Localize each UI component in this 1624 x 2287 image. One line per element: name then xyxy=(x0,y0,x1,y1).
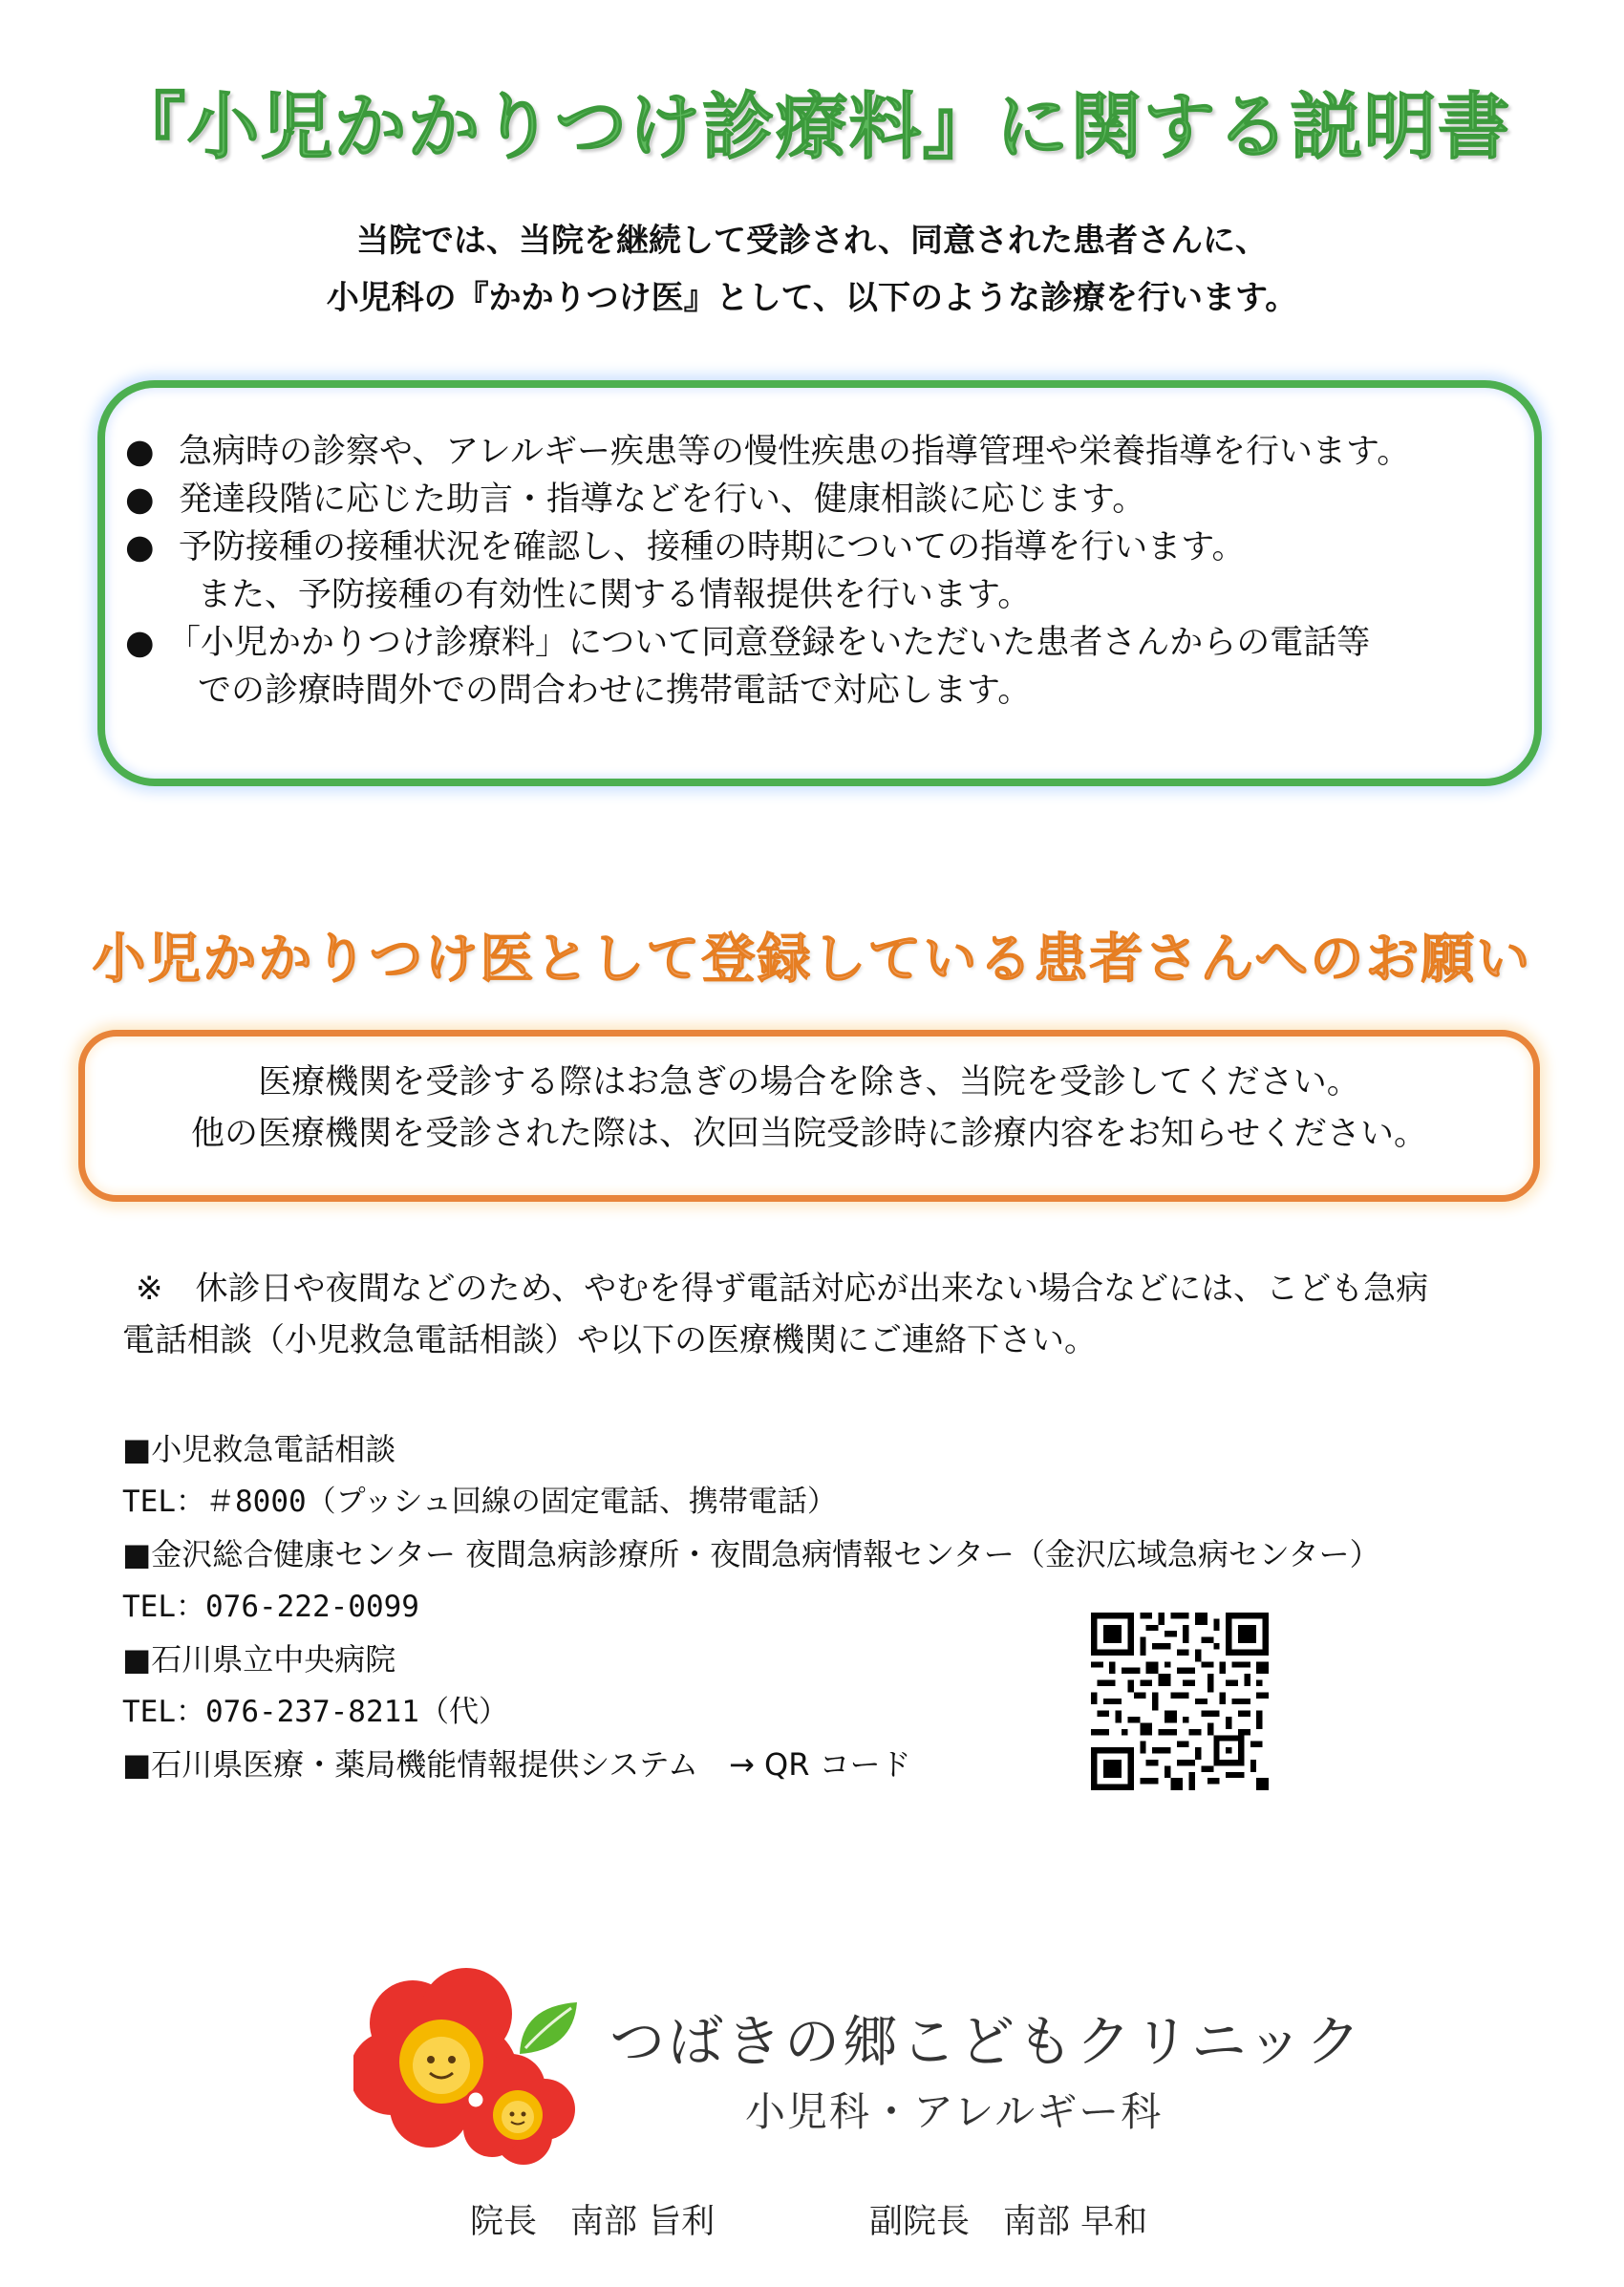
contact-list xyxy=(122,1423,1536,1791)
contact-name-medical-info-system: ■石川県医療・薬局機能情報提供システム → QR コード xyxy=(122,1746,911,1783)
contact-name-kanazawa-health-center: ■金沢総合健康センター 夜間急病診療所・夜間急病情報センター（金沢広域急病センター） xyxy=(122,1536,1380,1572)
vice-director-name: 副院長 南部 早和 xyxy=(869,2203,1148,2241)
note-line-2: 電話相談（小児救急電話相談）や以下の医療機関にご連絡下さい。 xyxy=(122,1321,1097,1359)
contact-tel-pediatric-emergency-line: TEL：＃8000（プッシュ回線の固定電話、携帯電話） xyxy=(122,1485,837,1519)
service-item-4 xyxy=(119,619,1552,667)
contact-tel-ishikawa-central-hospital: TEL：076-237-8211（代） xyxy=(122,1695,508,1729)
service-item-text: 予防接種の接種状況を確認し、接種の時期についての指導を行います。 xyxy=(179,528,1246,566)
request-title: 小児かかりつけ医として登録している患者さんへのお願い xyxy=(92,929,1532,991)
request-line-1: 医療機関を受診する際はお急ぎの場合を除き、当院を受診してください。 xyxy=(258,1063,1360,1101)
service-item-3-continued: また、予防接種の有効性に関する情報提供を行います。 xyxy=(198,576,1032,614)
page-title: 『小児かかりつけ診療料』に関する説明書 xyxy=(113,84,1511,169)
after-hours-note xyxy=(122,1263,1536,1366)
service-item-4-continued: での診療時間外での問合わせに携帯電話で対応します。 xyxy=(198,672,1032,710)
director-name: 院長 南部 旨利 xyxy=(470,2203,716,2241)
service-item-text: 急病時の診察や、アレルギー疾患等の慢性疾患の指導管理や栄養指導を行います。 xyxy=(179,433,1411,471)
camellia-lion-logo-icon xyxy=(353,1966,592,2167)
service-item-text: 「小児かかりつけ診療料」について同意登録をいただいた患者さんからの電話等 xyxy=(167,624,1371,662)
clinic-department: 小児科・アレルギー科 xyxy=(745,2088,1164,2135)
bullet-icon: ● xyxy=(125,624,155,662)
service-item-text: 発達段階に応じた助言・指導などを行い、健康相談に応じます。 xyxy=(179,481,1146,519)
request-line-2: 他の医療機関を受診された際は、次回当院受診時に診療内容をお知らせください。 xyxy=(191,1115,1427,1153)
qr-code-icon[interactable] xyxy=(1091,1613,1269,1790)
intro-line-2: 小児科の『かかりつけ医』として、以下のような診療を行います。 xyxy=(326,279,1298,317)
service-item-2 xyxy=(119,476,1552,524)
bullet-icon: ● xyxy=(125,433,155,471)
intro-text xyxy=(0,212,1624,327)
leaf-icon xyxy=(516,1998,581,2058)
intro-line-1: 当院では、当院を継続して受診され、同意された患者さんに、 xyxy=(355,222,1269,260)
note-line-1: ※ 休診日や夜間などのため、やむを得ず電話対応が出来ない場合などには、こども急病 xyxy=(136,1270,1429,1308)
clinic-name: つばきの郷こどもクリニック xyxy=(609,2009,1364,2074)
bullet-icon: ● xyxy=(125,481,155,519)
request-text xyxy=(78,1057,1540,1160)
contact-tel-kanazawa-health-center: TEL：076-222-0099 xyxy=(122,1590,419,1624)
contact-name-ishikawa-central-hospital: ■石川県立中央病院 xyxy=(122,1641,396,1678)
services-list xyxy=(119,428,1552,715)
service-item-1 xyxy=(119,428,1552,476)
service-item-3 xyxy=(119,524,1552,571)
bullet-icon: ● xyxy=(125,528,155,566)
contact-name-pediatric-emergency-line: ■小児救急電話相談 xyxy=(122,1431,396,1467)
